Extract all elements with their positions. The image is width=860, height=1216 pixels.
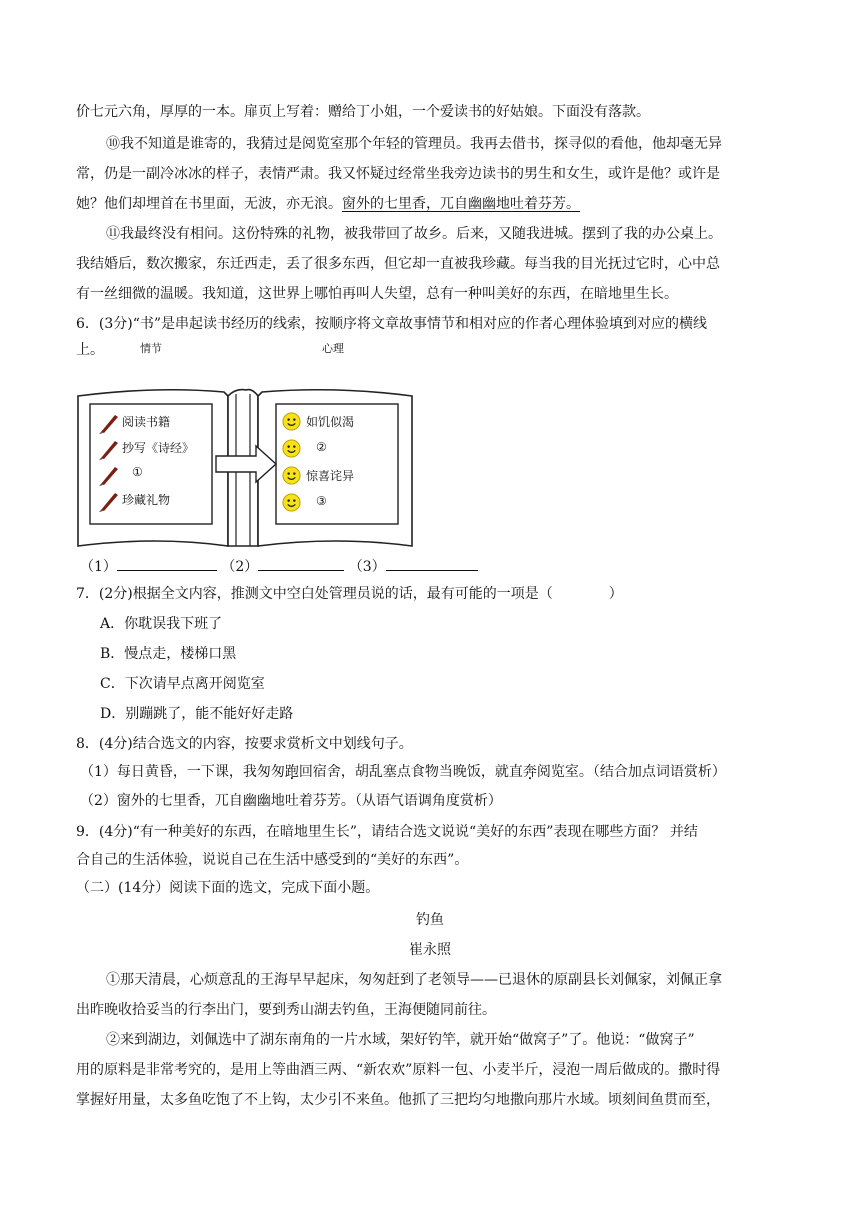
question-8-stem: 8．(4分)结合选文的内容，按要求赏析文中划线句子。: [76, 736, 413, 752]
option-a: A．你耽误我下班了: [100, 616, 223, 632]
question-8-sub-1: [80, 762, 726, 782]
answer-blank-3[interactable]: [386, 555, 478, 571]
plot-item: 抄写《诗经》: [122, 441, 195, 455]
question-9-stem: 9．(4分)“有一种美好的东西，在暗地里生长”，请结合选文说说“美好的东西”表现在哪些方面？ 并结: [76, 824, 698, 840]
blank-label: （2）: [221, 559, 259, 575]
feeling-item: 惊喜诧异: [306, 469, 355, 483]
article-author: 崔永照: [409, 942, 451, 958]
option-c: C．下次请早点离开阅览室: [100, 676, 265, 692]
question-6-stem-cont: 上。: [76, 342, 104, 358]
plot-item: 珍藏礼物: [122, 493, 171, 507]
blank-label: （1）: [80, 559, 117, 575]
article-paragraph-1-line: 出昨晚收拾妥当的行李出门，要到秀山湖去钓鱼，王海便随同前往。: [76, 1002, 496, 1018]
article-paragraph-2-line: ②来到湖边，刘佩选中了湖东南角的一片水域，架好钓竿，就开始“做窝子”了。他说：“做窝子”: [106, 1032, 695, 1048]
question-9-stem-cont: 合自己的生活体验，说说自己在生活中感受到的“美好的东西”。: [76, 852, 469, 868]
paragraph-10-text: 她？他们却埋首在书里面，无波，亦无浪。: [76, 196, 342, 212]
pen-icon: [98, 438, 120, 460]
underlined-sentence: 窗外的七里香，兀自幽幽地吐着芬芳。: [342, 196, 580, 212]
answer-blank-2[interactable]: [258, 555, 344, 571]
blank-label: （3）: [348, 559, 386, 575]
smiley-icon: [282, 493, 301, 512]
paragraph-10-line: 常，仍是一副冷冰冰的样子，表情严肃。我又怀疑过经常坐我旁边读书的男生和女生，或许是他？或许是: [76, 166, 720, 182]
question-6-stem: 6．(3分)“书”是串起读书经历的线索，按顺序将文章故事情节和相对应的作者心理体验填到对应的横线: [76, 316, 708, 332]
pen-icon: [98, 412, 120, 434]
smiley-icon: [282, 439, 301, 458]
paragraph-11-line: 我结婚后，数次搬家，东迁西走，丢了很多东西，但它却一直被我珍藏。每当我的目光抚过它时，心中总: [76, 256, 720, 272]
plot-column-title: 情节: [140, 342, 162, 355]
paragraph-10-line: ⑩我不知道是谁寄的，我猜过是阅览室那个年轻的管理员。我再去借书，探寻似的看他，他却毫无异: [106, 136, 722, 152]
article-paragraph-2-line: 掌握好用量，太多鱼吃饱了不上钩，太少引不来鱼。他抓了三把均匀地撒向那片水域。顷刻间鱼贯而至，: [76, 1092, 720, 1108]
answer-blank-1[interactable]: [117, 555, 217, 571]
article-paragraph-1-line: ①那天清晨，心烦意乱的王海早早起床，匆匆赶到了老领导——已退休的原副县长刘佩家，刘佩正拿: [106, 972, 722, 988]
question-7-stem: [76, 584, 623, 604]
sub-1-text: 回宿舍，胡乱塞点食物当晚饭，就直: [298, 764, 523, 780]
smiley-icon: [282, 412, 301, 431]
pen-icon: [98, 490, 120, 512]
feeling-item: 如饥似渴: [306, 415, 355, 429]
feeling-item-blank-2: ②: [316, 440, 327, 454]
question-7-text: 7．(2分)根据全文内容，推测文中空白处管理员说的话，最有可能的一项是（: [76, 586, 553, 602]
paragraph-11-line: 有一丝细微的温暖。我知道，这世界上哪怕再叫人失望，总有一种叫美好的东西，在暗地里生长。: [76, 286, 678, 302]
feeling-column-title: 心理: [322, 342, 344, 355]
pen-icon: [98, 464, 120, 486]
option-b: B．慢点走，楼梯口黑: [100, 646, 237, 662]
article-paragraph-2-line: 用的原料是非常考究的，是用上等曲酒三两、“新农欢”原料一包、小麦半斤，浸泡一周后做成的。撒时得: [76, 1062, 721, 1078]
paren-close: ）: [608, 586, 623, 602]
sub-1-text: 阅览室。（结合加点词语赏析）: [536, 764, 726, 780]
passage-line: 价七元六角，厚厚的一本。扉页上写着：赠给丁小姐，一个爱读书的好姑娘。下面没有落款。: [76, 104, 650, 120]
smiley-icon: [282, 466, 301, 485]
question-8-sub-2: （2）窗外的七里香，兀自幽幽地吐着芬芳。（从语气语调角度赏析）: [80, 793, 502, 809]
paragraph-10-line: [76, 194, 580, 214]
article-title: 钓鱼: [416, 912, 444, 928]
feeling-item-blank-3: ③: [316, 494, 327, 508]
option-d: D．别蹦跳了，能不能好好走路: [100, 706, 294, 722]
section-2-heading: （二）(14分）阅读下面的选文，完成下面小题。: [76, 880, 380, 896]
answer-blanks-row: [80, 555, 478, 575]
plot-item-blank-1: ①: [132, 465, 143, 479]
dotted-word: 奔: [522, 764, 537, 780]
paragraph-11-line: ⑪我最终没有相问。这份特殊的礼物，被我带回了故乡。后来，又随我进城。摆到了我的办公桌上。: [106, 226, 722, 242]
dotted-word: 跑: [284, 764, 299, 780]
plot-item: 阅读书籍: [122, 415, 171, 429]
sub-1-text: （1）每日黄昏，一下课，我匆匆: [80, 764, 285, 780]
plot-feeling-diagram: [76, 338, 516, 558]
